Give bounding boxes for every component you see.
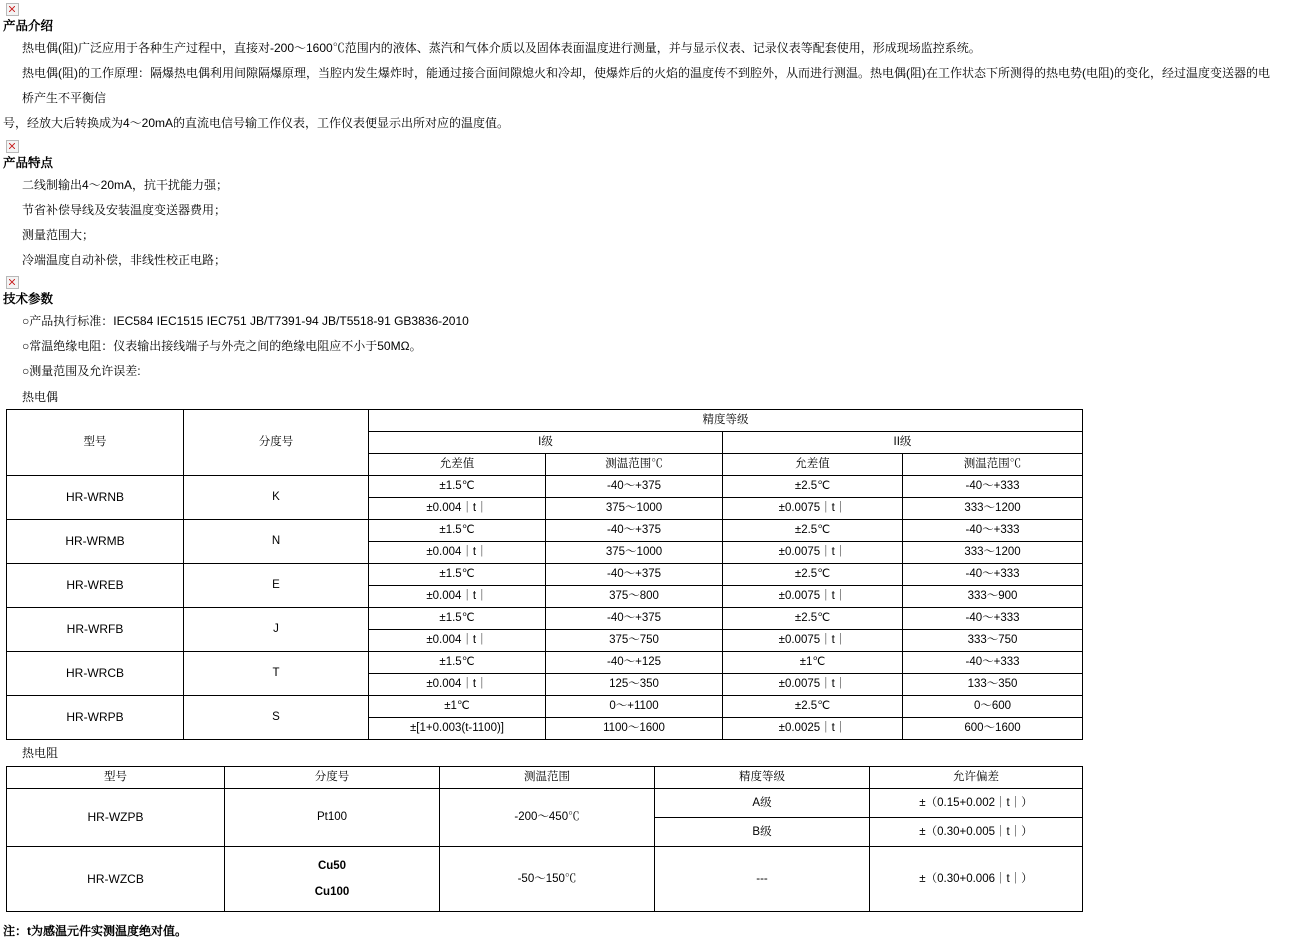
table-row <box>7 607 1083 629</box>
cell-range-1: 375～1000 <box>546 497 723 519</box>
cell-graduation-line-2: Cu100 <box>314 885 350 898</box>
header-range-2: 测温范围℃ <box>903 453 1083 475</box>
cell-tolerance-2: ±0.0025｜t｜ <box>723 717 903 739</box>
cell-graduation: E <box>184 563 369 607</box>
intro-paragraph-2: 热电偶(阻)的工作原理：隔爆热电偶利用间隙隔爆原理，当腔内发生爆炸时，能通过接合面间隙熄火和冷却，使爆炸后的火焰的温度传不到腔外，从而进行测温。热电偶(阻)在工作状态下所测得的热电势(电阻)的变化，经过温度变送器的电桥产生不平衡信 <box>22 66 1270 106</box>
section-title-intro: 产品介绍 <box>3 19 54 34</box>
table-row <box>7 788 1083 817</box>
cell-range-2: -40～+333 <box>903 607 1083 629</box>
header-range-1: 测温范围℃ <box>546 453 723 475</box>
table-header-row <box>7 766 1083 788</box>
cell-range-1: 0～+1100 <box>546 695 723 717</box>
cell-graduation: K <box>184 475 369 519</box>
cell-model: HR-WZPB <box>7 788 225 846</box>
header-graduation: 分度号 <box>184 409 369 475</box>
table-row <box>7 695 1083 717</box>
table-row <box>7 651 1083 673</box>
cell-tolerance-1: ±[1+0.003(t-1100)] <box>369 717 546 739</box>
cell-tolerance-2: ±2.5℃ <box>723 519 903 541</box>
table-header-row <box>7 409 1083 431</box>
header-range: 测温范围 <box>440 766 655 788</box>
cell-range-2: 600～1600 <box>903 717 1083 739</box>
cell-tolerance-2: ±0.0075｜t｜ <box>723 629 903 651</box>
cell-tolerance-1: ±1.5℃ <box>369 651 546 673</box>
feature-item: 冷端温度自动补偿，非线性校正电路； <box>22 252 227 267</box>
cell-range-1: 375～800 <box>546 585 723 607</box>
cell-range-2: -40～+333 <box>903 475 1083 497</box>
cell-tolerance-2: ±1℃ <box>723 651 903 673</box>
cell-tolerance-2: ±2.5℃ <box>723 695 903 717</box>
cell-tolerance-1: ±1.5℃ <box>369 563 546 585</box>
cell-model: HR-WRNB <box>7 475 184 519</box>
header-accuracy-class: 精度等级 <box>369 409 1083 431</box>
broken-image-icon <box>6 276 19 289</box>
header-graduation: 分度号 <box>225 766 440 788</box>
cell-tolerance-2: ±0.0075｜t｜ <box>723 497 903 519</box>
cell-tolerance-2: ±2.5℃ <box>723 563 903 585</box>
cell-class: B级 <box>655 817 870 846</box>
table-row <box>7 846 1083 911</box>
intro-paragraph-2-continuation: 号，经放大后转换成为4～20mA的直流电信号输工作仪表，工作仪表便显示出所对应的温度值。 <box>3 116 510 131</box>
cell-tolerance-1: ±1.5℃ <box>369 519 546 541</box>
cell-range-2: -40～+333 <box>903 651 1083 673</box>
table-row <box>7 475 1083 497</box>
cell-range-2: -40～+333 <box>903 519 1083 541</box>
cell-range: -200～450℃ <box>440 788 655 846</box>
header-tolerance-2: 允差值 <box>723 453 903 475</box>
cell-tolerance-1: ±0.004｜t｜ <box>369 673 546 695</box>
header-tolerance-1: 允差值 <box>369 453 546 475</box>
table-note: 注：t为感温元件实测温度绝对值。 <box>3 923 187 938</box>
cell-class: A级 <box>655 788 870 817</box>
cell-tolerance-2: ±0.0075｜t｜ <box>723 585 903 607</box>
cell-tolerance-2: ±0.0075｜t｜ <box>723 541 903 563</box>
broken-image-placeholder-1 <box>3 3 1294 16</box>
feature-item: 节省补偿导线及安装温度变送器费用； <box>22 202 227 217</box>
header-tolerance: 允许偏差 <box>870 766 1083 788</box>
cell-graduation-line-1: Cu50 <box>317 859 347 872</box>
header-model: 型号 <box>7 766 225 788</box>
cell-graduation: T <box>184 651 369 695</box>
intro-paragraph-1: 热电偶(阻)广泛应用于各种生产过程中，直接对-200～1600℃范围内的液体、蒸汽和气体介质以及固体表面温度进行测量，并与显示仪表、记录仪表等配套使用，形成现场监控系统。 <box>22 41 981 56</box>
cell-range-1: 375～1000 <box>546 541 723 563</box>
cell-tolerance-1: ±1.5℃ <box>369 475 546 497</box>
broken-image-placeholder-2 <box>3 139 1294 152</box>
cell-tolerance: ±（0.30+0.005｜t｜） <box>870 817 1083 846</box>
cell-tolerance-2: ±0.0075｜t｜ <box>723 673 903 695</box>
cell-tolerance-1: ±0.004｜t｜ <box>369 629 546 651</box>
cell-tolerance-1: ±0.004｜t｜ <box>369 541 546 563</box>
cell-range-2: 0～600 <box>903 695 1083 717</box>
cell-range-1: 1100～1600 <box>546 717 723 739</box>
broken-image-icon <box>6 140 19 153</box>
header-accuracy-class: 精度等级 <box>655 766 870 788</box>
cell-tolerance-2: ±2.5℃ <box>723 607 903 629</box>
cell-range-1: -40～+375 <box>546 563 723 585</box>
cell-tolerance: ±（0.15+0.002｜t｜） <box>870 788 1083 817</box>
cell-range-2: 333～1200 <box>903 541 1083 563</box>
cell-graduation: Pt100 <box>225 788 440 846</box>
cell-range-2: 333～1200 <box>903 497 1083 519</box>
cell-range-1: -40～+375 <box>546 519 723 541</box>
cell-range-1: 125～350 <box>546 673 723 695</box>
cell-graduation <box>225 846 440 911</box>
cell-tolerance-1: ±0.004｜t｜ <box>369 585 546 607</box>
cell-range-2: 333～750 <box>903 629 1083 651</box>
table-label-rtd: 热电阻 <box>22 745 59 760</box>
cell-tolerance-2: ±2.5℃ <box>723 475 903 497</box>
header-model: 型号 <box>7 409 184 475</box>
cell-model: HR-WREB <box>7 563 184 607</box>
cell-range-1: -40～+375 <box>546 475 723 497</box>
cell-tolerance: ±（0.30+0.006｜t｜） <box>870 846 1083 911</box>
cell-range-2: -40～+333 <box>903 563 1083 585</box>
table-row <box>7 563 1083 585</box>
spec-item: ○产品执行标准：IEC584 IEC1515 IEC751 JB/T7391-94 JB/T5518-91 GB3836-2010 <box>22 313 469 328</box>
section-title-specs: 技术参数 <box>3 291 54 306</box>
cell-model: HR-WZCB <box>7 846 225 911</box>
cell-model: HR-WRFB <box>7 607 184 651</box>
cell-range: -50～150℃ <box>440 846 655 911</box>
cell-range-1: -40～+375 <box>546 607 723 629</box>
spec-item: ○测量范围及允许误差: <box>22 363 141 378</box>
cell-range-2: 133～350 <box>903 673 1083 695</box>
document-page <box>0 3 1294 939</box>
cell-tolerance-1: ±0.004｜t｜ <box>369 497 546 519</box>
feature-item: 二线制输出4～20mA，抗干扰能力强； <box>22 177 229 192</box>
cell-range-1: -40～+125 <box>546 651 723 673</box>
header-class-2: II级 <box>723 431 1083 453</box>
cell-range-1: 375～750 <box>546 629 723 651</box>
cell-model: HR-WRMB <box>7 519 184 563</box>
cell-model: HR-WRPB <box>7 695 184 739</box>
spec-item: ○常温绝缘电阻：仪表输出接线端子与外壳之间的绝缘电阻应不小于50MΩ。 <box>22 338 422 353</box>
feature-item: 测量范围大； <box>22 227 95 242</box>
cell-tolerance-1: ±1℃ <box>369 695 546 717</box>
cell-class: --- <box>655 846 870 911</box>
cell-tolerance-1: ±1.5℃ <box>369 607 546 629</box>
table-row <box>7 519 1083 541</box>
broken-image-icon <box>6 3 19 16</box>
cell-graduation: N <box>184 519 369 563</box>
rtd-table <box>6 766 1083 912</box>
cell-graduation: S <box>184 695 369 739</box>
thermocouple-table <box>6 409 1083 740</box>
section-title-features: 产品特点 <box>3 155 54 170</box>
table-label-thermocouple: 热电偶 <box>22 389 59 404</box>
cell-range-2: 333～900 <box>903 585 1083 607</box>
cell-graduation: J <box>184 607 369 651</box>
cell-model: HR-WRCB <box>7 651 184 695</box>
header-class-1: I级 <box>369 431 723 453</box>
broken-image-placeholder-3 <box>3 276 1294 289</box>
